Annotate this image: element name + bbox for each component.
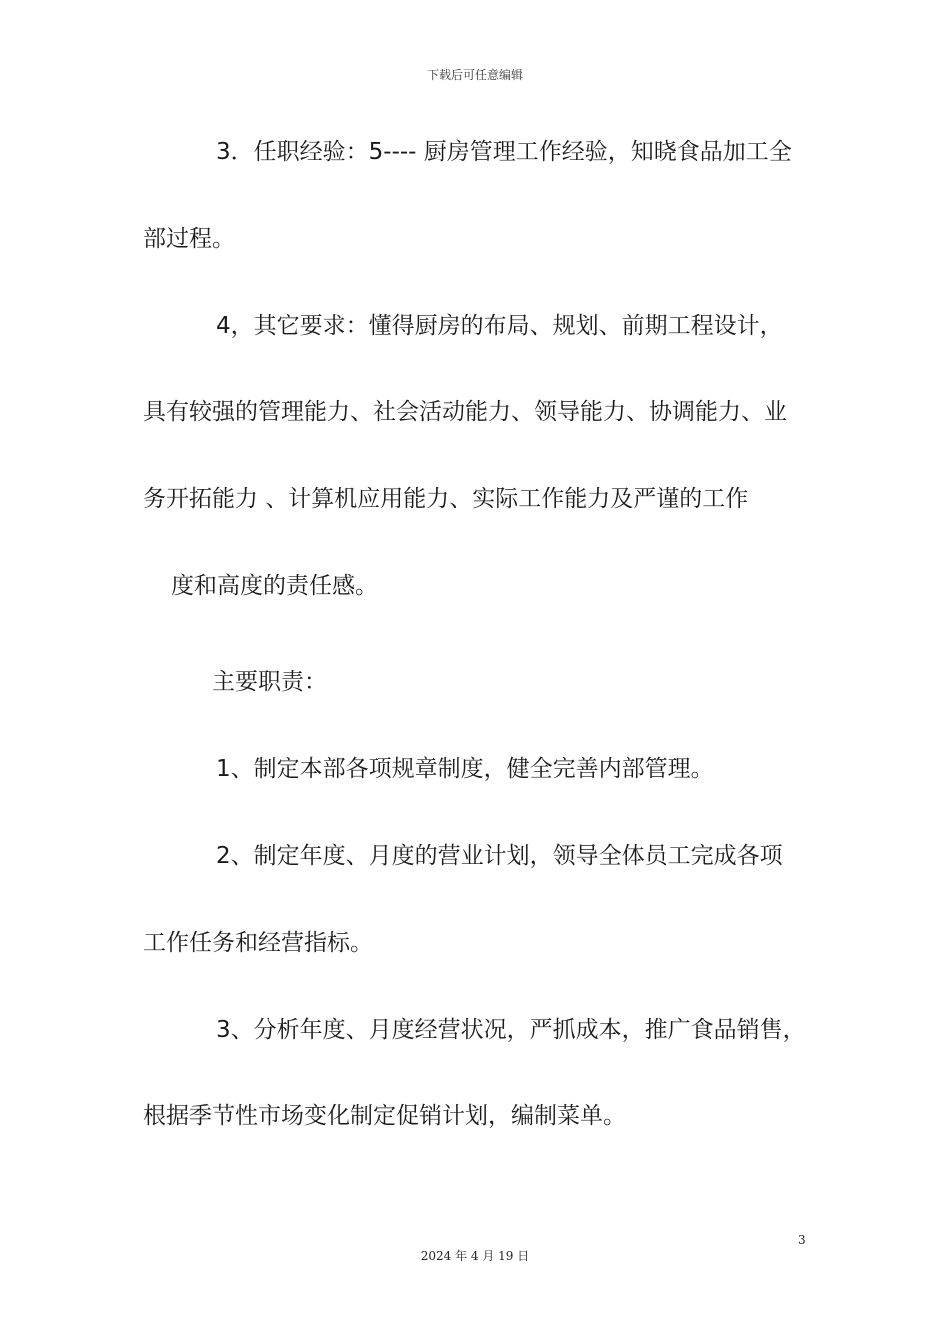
duty-item-2-cont: 工作任务和经营指标。 xyxy=(143,930,373,956)
paragraph-line-experience: 3．任职经验：5---- 厨房管理工作经验，知晓食品加工全 xyxy=(216,139,792,165)
duty-item-2: 2、制定年度、月度的营业计划，领导全体员工完成各项 xyxy=(216,843,783,869)
paragraph-line-other-requirements-cont-2: 务开拓能力 、计算机应用能力、实际工作能力及严谨的工作 xyxy=(143,486,749,512)
footer-date: 2024 年 4 月 19 日 xyxy=(420,1249,530,1263)
paragraph-line-other-requirements: 4，其它要求：懂得厨房的布局、规划、前期工程设计， xyxy=(216,313,783,339)
paragraph-line-other-requirements-cont-1: 具有较强的管理能力、社会活动能力、领导能力、协调能力、业 xyxy=(143,399,787,425)
duty-item-3-cont: 根据季节性市场变化制定促销计划，编制菜单。 xyxy=(143,1103,626,1129)
duty-item-1: 1、制定本部各项规章制度，健全完善内部管理。 xyxy=(216,756,714,782)
header-note: 下载后可任意编辑 xyxy=(426,68,523,82)
section-heading-main-duties: 主要职责： xyxy=(212,669,327,695)
paragraph-line-experience-cont: 部过程。 xyxy=(143,226,235,252)
paragraph-line-other-requirements-cont-3: 度和高度的责任感。 xyxy=(171,573,378,599)
duty-item-3: 3、分析年度、月度经营状况，严抓成本，推广食品销售， xyxy=(216,1017,806,1043)
page-number: 3 xyxy=(798,1233,806,1247)
